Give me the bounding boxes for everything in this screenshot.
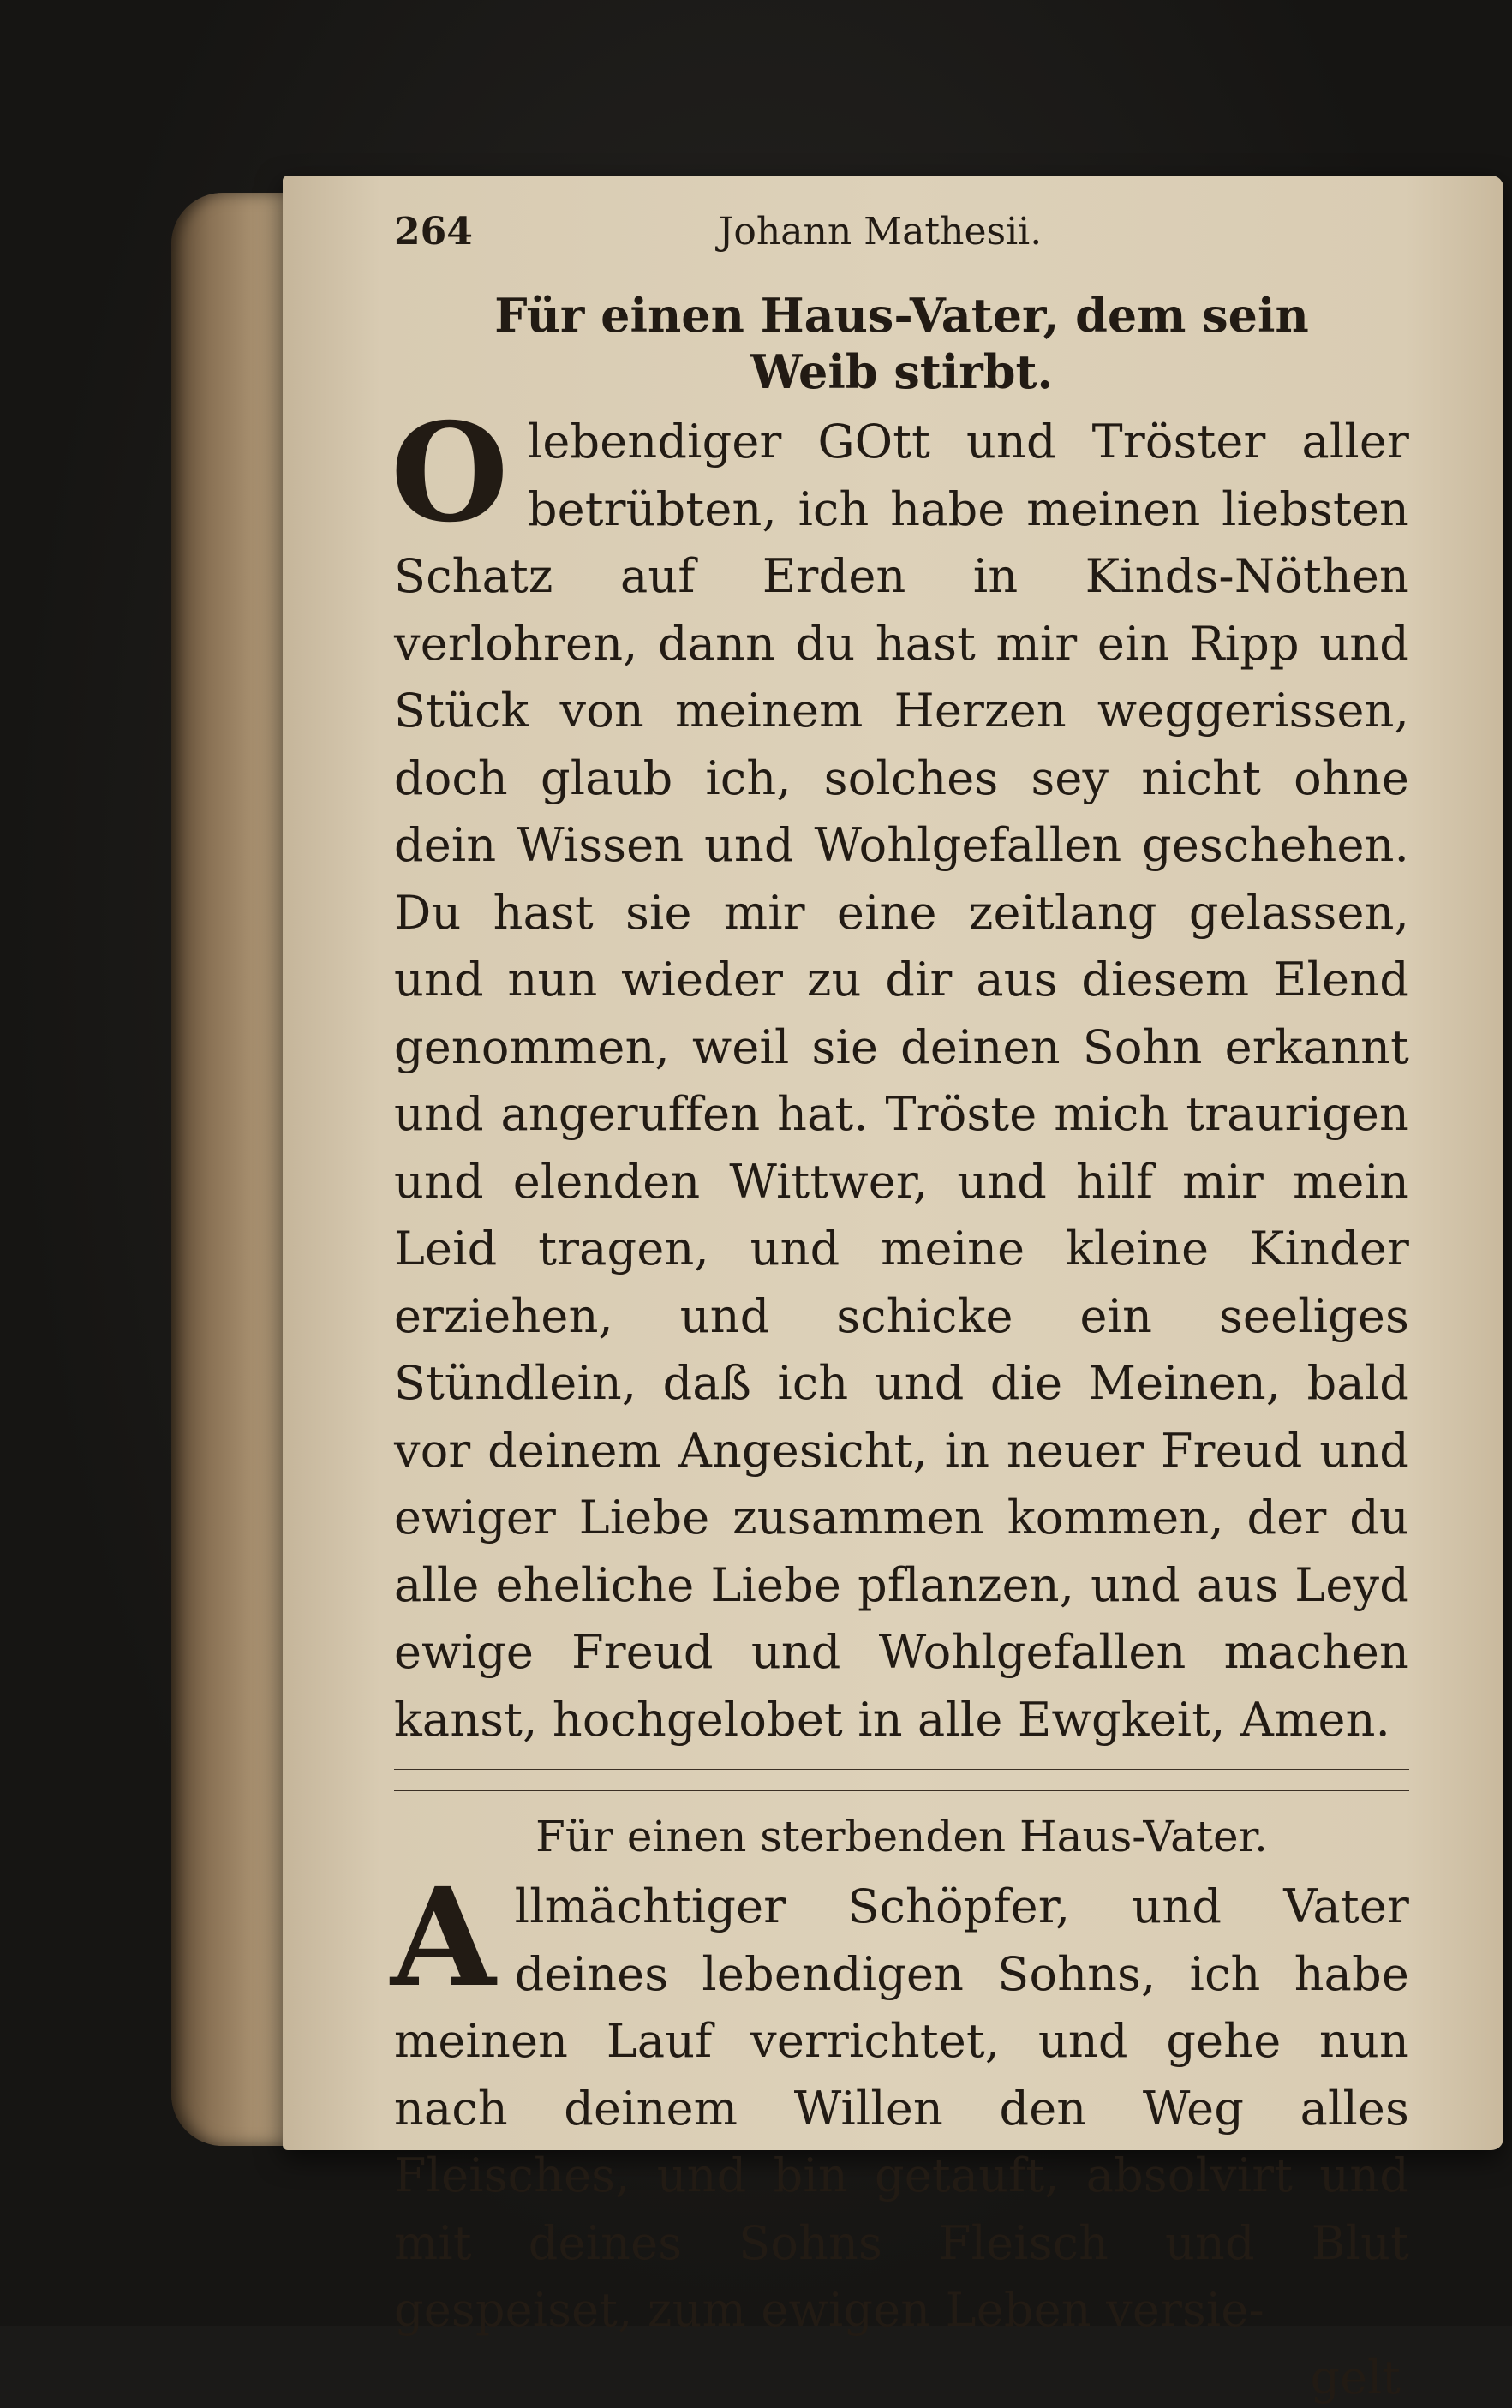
book-page-edges [171, 193, 300, 2146]
page-number: 264 [394, 210, 473, 254]
page-header [394, 210, 1409, 278]
prayer-body-1: lebendiger GOtt und Tröster aller betrübten, ich habe meinen liebsten Schatz auf Erden in Kinds-Nöthen verlohren, dann du hast mir ein Ripp und Stück von meinem Herzen weggerissen, doch glaub ich, solches sey nicht ohne dein Wissen und Wohlgefallen geschehen. Du hast sie mir eine zeitlang gelassen, und nun wieder zu dir aus diesem Elend genommen, weil sie deinen Sohn erkannt und angeruffen hat. Tröste mich traurigen und elenden Wittwer, und hilf mir mein Leid tragen, und meine kleine Kinder erziehen, und schicke ein seeliges Stündlein, daß ich und die Meinen, bald vor deinem Angesicht, in neuer Freud und ewiger Liebe zusammen kommen, der du alle eheliche Liebe pflanzen, und aus Leyd ewige Freud und Wohlgefallen machen kanst, hochgelobet in alle Ewgkeit, Amen. [394, 415, 1409, 1747]
book-page [283, 176, 1503, 2405]
drop-cap-2: A [391, 1859, 496, 2017]
page-text-block [391, 210, 1409, 2408]
section-title-1: Für einen Haus-Vater, dem sein Weib stirbt. [494, 288, 1309, 399]
prayer-text-1 [391, 394, 1409, 1754]
drop-cap-1: O [391, 394, 509, 553]
running-head: Johann Mathesii. [718, 210, 1043, 254]
catchword: gelt [1310, 2350, 1401, 2405]
section-title-2: Für einen sterbenden Haus-Vater. [535, 1812, 1268, 1861]
ornamental-divider [394, 1769, 1409, 1791]
prayer-body-2: llmächtiger Schöpfer, und Vater deines lebendigen Sohns, ich habe meinen Lauf verrichtet, und gehe nun nach deinem Willen den Weg alles Fleisches, und bin getauft, absolvirt und mit deines Sohns Fleisch und Blut gespeiset, zum ewigen Leben versie- [394, 1879, 1409, 2337]
prayer-text-2 [391, 1859, 1409, 2345]
